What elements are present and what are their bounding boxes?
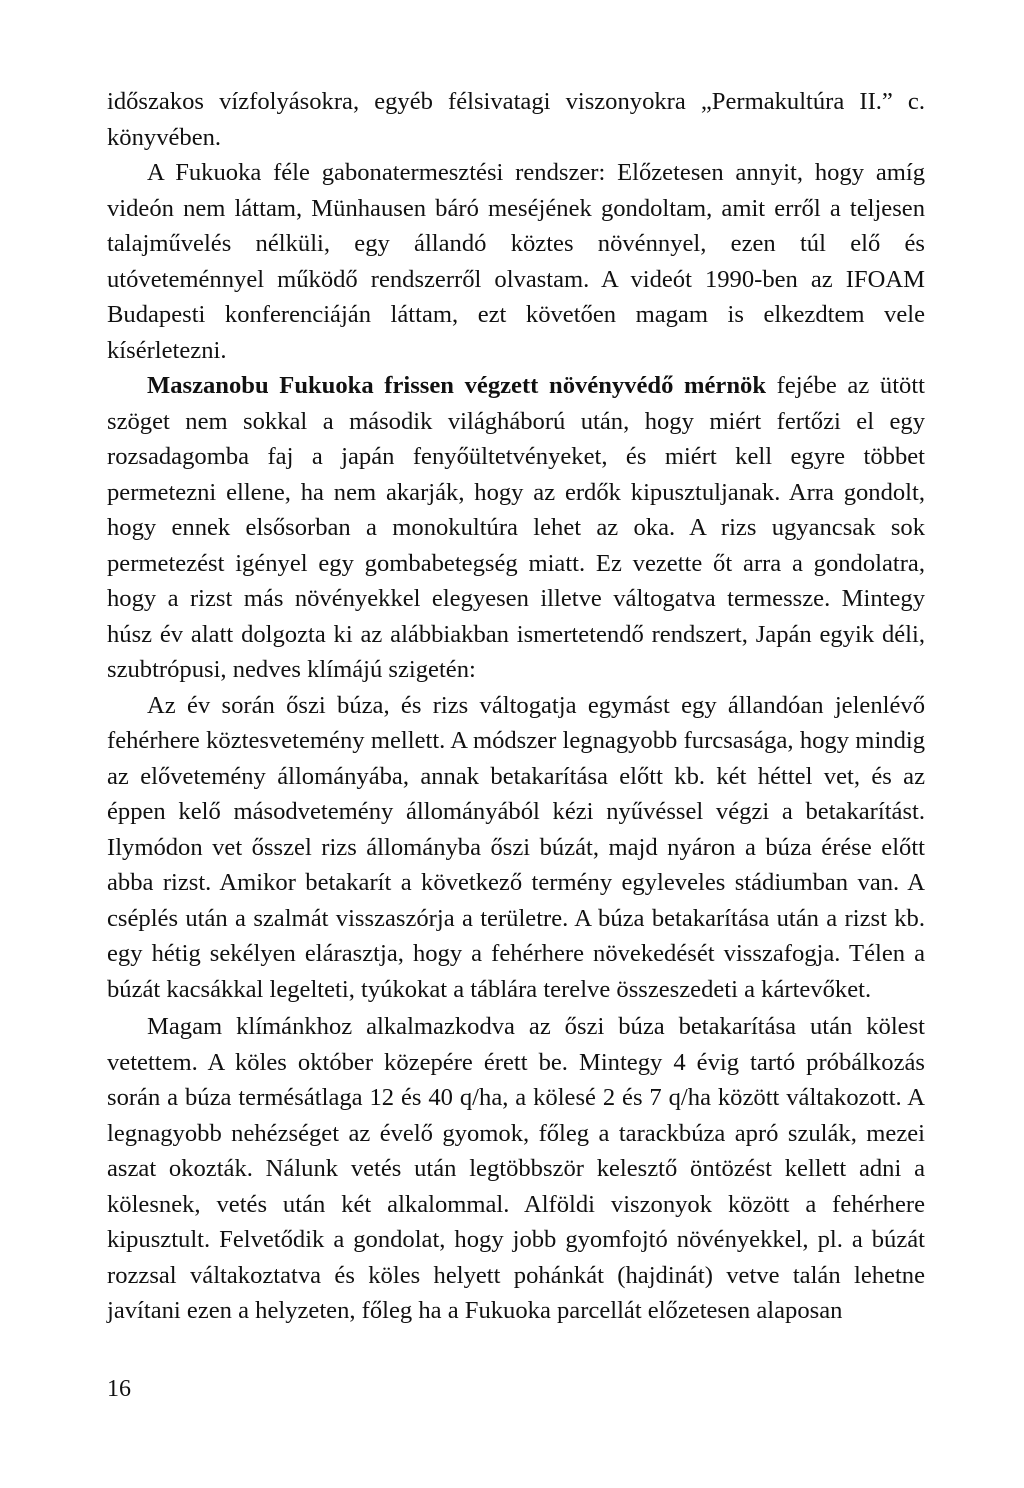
paragraph-text: A Fukuoka féle gabonatermesztési rendszer: Előzetesen annyit, hogy amíg videón nem láttam, Münhausen báró meséjének gondoltam, amit erről a teljesen talajművelés nélküli, egy állandó köztes növénnyel, ezen túl elő és utóveteménnyel működő rendszerről olvastam. A videót 1990-ben az IFOAM Budapesti konferenciáján láttam, ezt követően magam is elkezdtem vele kísérletezni.	[107, 159, 925, 364]
paragraph-text: Magam klímánkhoz alkalmazkodva az őszi búza betakarítása után kölest vetettem. A köles október közepére érett be. Mintegy 4 évig tartó próbálkozás során a búza termésátlaga 12 és 40 q/ha, a kölesé 2 és 7 q/ha között váltakozott. A legnagyobb nehézséget az évelő gyomok, főleg a tarackbúza apró szulák, mezei aszat okozták. Nálunk vetés után legtöbbször kelesztő öntözést kellett adni a kölesnek, vetés után két alkalommal. Alföldi viszonyok között a fehérhere kipusztult. Felvetődik a gondolat, hogy jobb gyomfojtó növényekkel, pl. a búzát rozzsal váltakoztatva és köles helyett pohánkát (hajdinát) vetve talán lehetne javítani ezen a helyzeten, főleg ha a Fukuoka parcellát előzetesen alaposan	[107, 1013, 925, 1324]
page-number: 16	[107, 1376, 131, 1402]
paragraph-text: időszakos vízfolyásokra, egyéb félsivatagi viszonyokra „Permakultúra II.” c. könyvében.	[107, 88, 925, 151]
document-body	[107, 84, 925, 1329]
paragraph-text: fejébe az ütött szöget nem sokkal a második világháború után, hogy miért fertőzi el egy rozsadagomba faj a japán fenyőültetvényeket, és miért kell egyre többet permetezni ellene, ha nem akarják, hogy az erdők kipusztuljanak. Arra gondolt, hogy ennek elsősorban a monokultúra lehet az oka. A rizs ugyancsak sok permetezést igényel egy gombabetegség miatt. Ez vezette őt arra a gondolatra, hogy a rizst más növényekkel elegyesen illetve váltogatva termessze. Mintegy húsz év alatt dolgozta ki az alábbiakban ismertetendő rendszert, Japán egyik déli, szubtrópusi, nedves klímájú szigetén:	[107, 372, 925, 683]
paragraph-maszanobu	[107, 368, 925, 688]
paragraph-crop-rotation	[107, 688, 925, 1008]
paragraph-continuation	[107, 84, 925, 155]
paragraph-fukuoka-system	[107, 155, 925, 368]
paragraph-text: Az év során őszi búza, és rizs váltogatja egymást egy állandóan jelenlévő fehérhere köztesvetemény mellett. A módszer legnagyobb furcsasága, hogy mindig az elővetemény állományába, annak betakarítása előtt kb. két héttel vet, és az éppen kelő másodvetemény állományából kézi nyűvéssel végzi a betakarítást. Ilymódon vet ősszel rizs állományba őszi búzát, majd nyáron a búza érése előtt abba rizst. Amikor betakarít a következő termény egyleveles stádiumban van. A cséplés után a szalmát visszaszórja a területre. A búza betakarítása után a rizst kb. egy hétig sekélyen elárasztja, hogy a fehérhere növekedését visszafogja. Télen a búzát kacsákkal legelteti, tyúkokat a táblára terelve összeszedeti a kártevőket.	[107, 691, 925, 1003]
paragraph-own-experiment	[107, 1009, 925, 1329]
bold-lead-phrase: Maszanobu Fukuoka frissen végzett növényvédő mérnök	[147, 372, 766, 399]
